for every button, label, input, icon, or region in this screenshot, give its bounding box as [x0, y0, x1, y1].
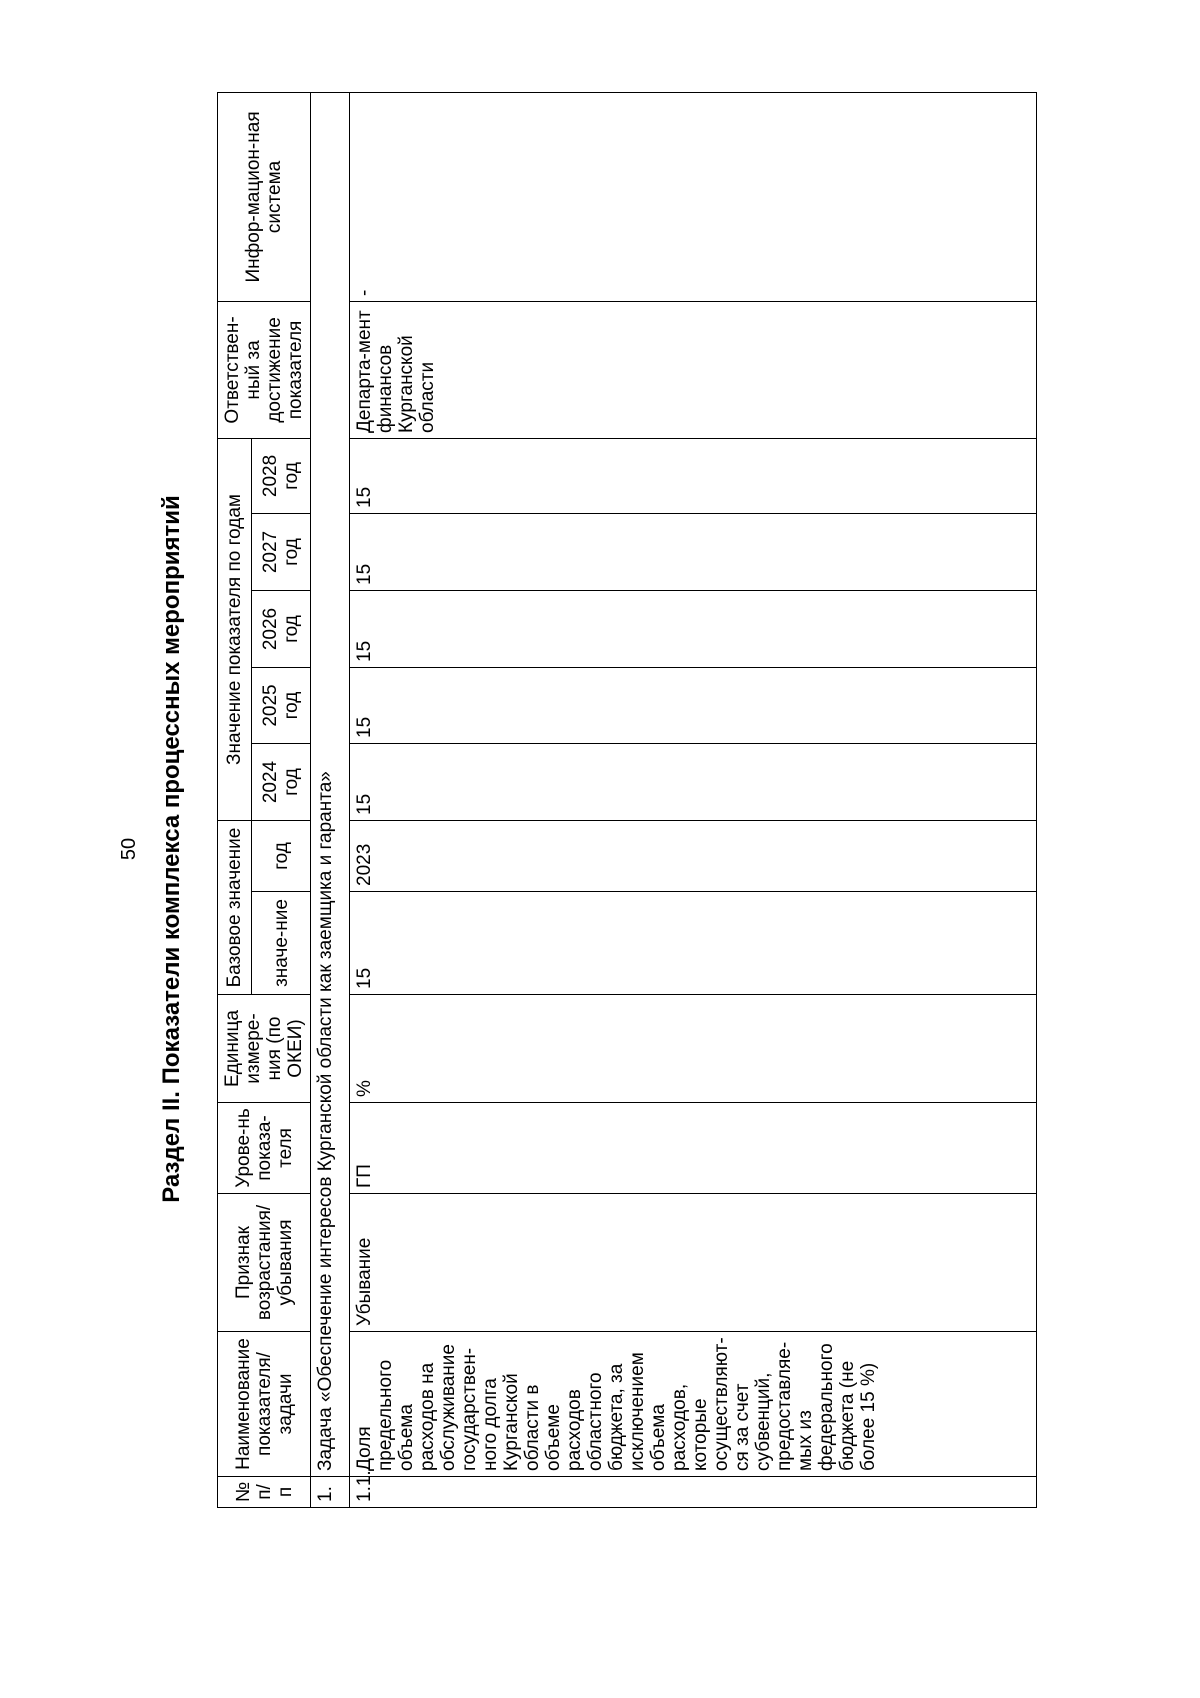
- row-base-value: 15: [349, 892, 1036, 995]
- header-base-value: значе-ние: [252, 892, 311, 995]
- header-info-system: Инфор-мацион-ная система: [218, 92, 311, 301]
- page-number: 50: [118, 837, 140, 861]
- row-2028: 15: [349, 438, 1036, 513]
- header-base-year: год: [252, 821, 311, 892]
- header-base-group: Базовое значение: [218, 821, 252, 995]
- header-row-1: [218, 92, 252, 1507]
- row-2024: 15: [349, 744, 1036, 821]
- task-no: 1.: [311, 1477, 350, 1508]
- row-level: ГП: [349, 1103, 1036, 1194]
- row-trend: Убывание: [349, 1194, 1036, 1332]
- header-unit: Единица измере-ния (по ОКЕИ): [218, 995, 311, 1103]
- row-responsible: Департа-мент финансов Курганской области: [349, 301, 1036, 438]
- header-responsible: Ответствен-ный за достижение показателя: [218, 301, 311, 438]
- header-name: Наименование показателя/ задачи: [218, 1332, 311, 1477]
- table-row: [349, 92, 1036, 1507]
- row-no: 1.1.: [349, 1477, 1036, 1508]
- header-no: № п/п: [218, 1477, 311, 1508]
- row-unit: %: [349, 995, 1036, 1103]
- header-2027: 2027 год: [252, 514, 311, 591]
- task-text: Задача «Обеспечение интересов Курганской области как заемщика и гаранта»: [311, 92, 350, 1476]
- header-trend: Признак возрастания/ убывания: [218, 1194, 311, 1332]
- row-info-system: -: [349, 92, 1036, 301]
- section-title: Раздел II. Показатели комплекса процессных мероприятий: [158, 495, 185, 1203]
- header-2026: 2026 год: [252, 591, 311, 668]
- row-name: Доля предельного объема расходов на обслуживание государствен-ного долга Курганской области в объеме расходов областного бюджета, за исключением объема расходов, которые осуществляют-ся за счет субвенций, предоставляе-мых из федерального бюджета (не более 15 %): [349, 1332, 1036, 1477]
- indicators-table: [217, 92, 1037, 1508]
- row-2027: 15: [349, 514, 1036, 591]
- row-base-year: 2023: [349, 821, 1036, 892]
- task-row: [311, 92, 350, 1507]
- header-level: Урове-нь показа-теля: [218, 1103, 311, 1194]
- row-2026: 15: [349, 591, 1036, 668]
- row-2025: 15: [349, 668, 1036, 744]
- header-2028: 2028 год: [252, 438, 311, 513]
- header-years-group: Значение показателя по годам: [218, 438, 252, 820]
- header-2025: 2025 год: [252, 668, 311, 744]
- header-2024: 2024 год: [252, 744, 311, 821]
